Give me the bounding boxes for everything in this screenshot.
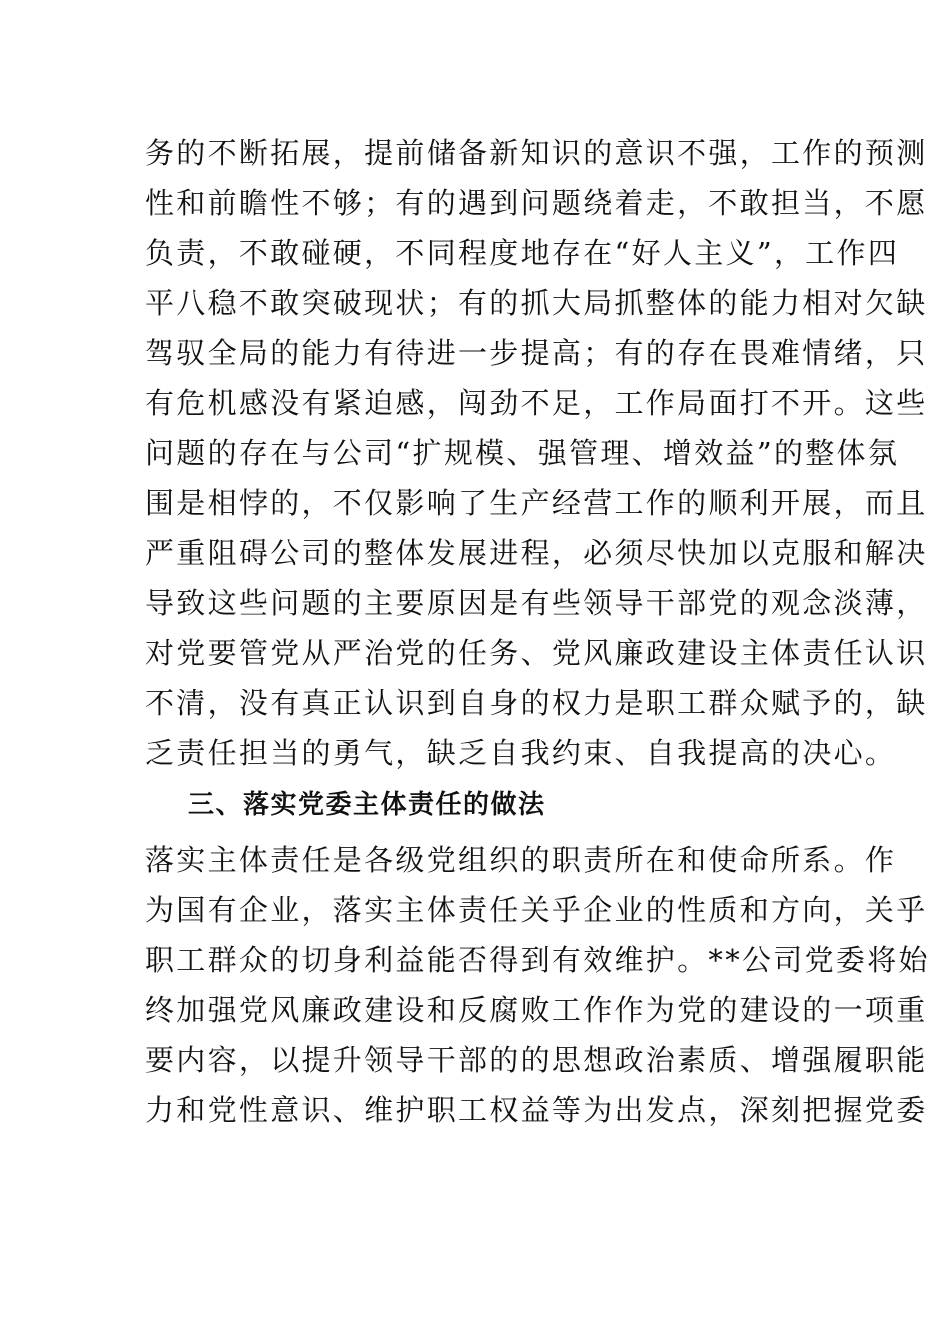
body-text-line: 负责，不敢碰硬，不同程度地存在“好人主义”，工作四: [145, 236, 900, 270]
section-heading: 三、落实党委主体责任的做法: [188, 790, 546, 820]
body-text-line: 力和党性意识、维护职工权益等为出发点，深刻把握党委: [145, 1093, 928, 1127]
body-text-line: 要内容，以提升领导干部的的思想政治素质、增强履职能: [145, 1043, 928, 1077]
body-text-line: 平八稳不敢突破现状；有的抓大局抓整体的能力相对欠缺: [145, 286, 928, 320]
body-text-line: 驾驭全局的能力有待进一步提高；有的存在畏难情绪，只: [145, 336, 928, 370]
body-text-line: 问题的存在与公司“扩规模、强管理、增效益”的整体氛: [145, 436, 900, 470]
body-text-line: 乏责任担当的勇气，缺乏自我约束、自我提高的决心。: [145, 736, 897, 770]
body-text-line: 围是相悖的，不仅影响了生产经营工作的顺利开展，而且: [145, 486, 928, 520]
body-text-line: 终加强党风廉政建设和反腐败工作作为党的建设的一项重: [145, 993, 928, 1027]
body-text-line: 职工群众的切身利益能否得到有效维护。**公司党委将始: [145, 943, 930, 977]
body-text-line: 有危机感没有紧迫感，闯劲不足，工作局面打不开。这些: [145, 386, 928, 420]
body-text-line: 性和前瞻性不够；有的遇到问题绕着走，不敢担当，不愿: [145, 186, 928, 220]
body-text-line: 对党要管党从严治党的任务、党风廉政建设主体责任认识: [145, 636, 928, 670]
body-text-line: 为国有企业，落实主体责任关乎企业的性质和方向，关乎: [145, 893, 928, 927]
body-text-line: 严重阻碍公司的整体发展进程，必须尽快加以克服和解决: [145, 536, 928, 570]
body-text-line: 导致这些问题的主要原因是有些领导干部党的观念淡薄，: [145, 586, 928, 620]
body-text-line: 落实主体责任是各级党组织的职责所在和使命所系。作: [145, 843, 897, 877]
body-text-line: 不清，没有真正认识到自身的权力是职工群众赋予的，缺: [145, 686, 928, 720]
body-text-line: 务的不断拓展，提前储备新知识的意识不强，工作的预测: [145, 136, 928, 170]
